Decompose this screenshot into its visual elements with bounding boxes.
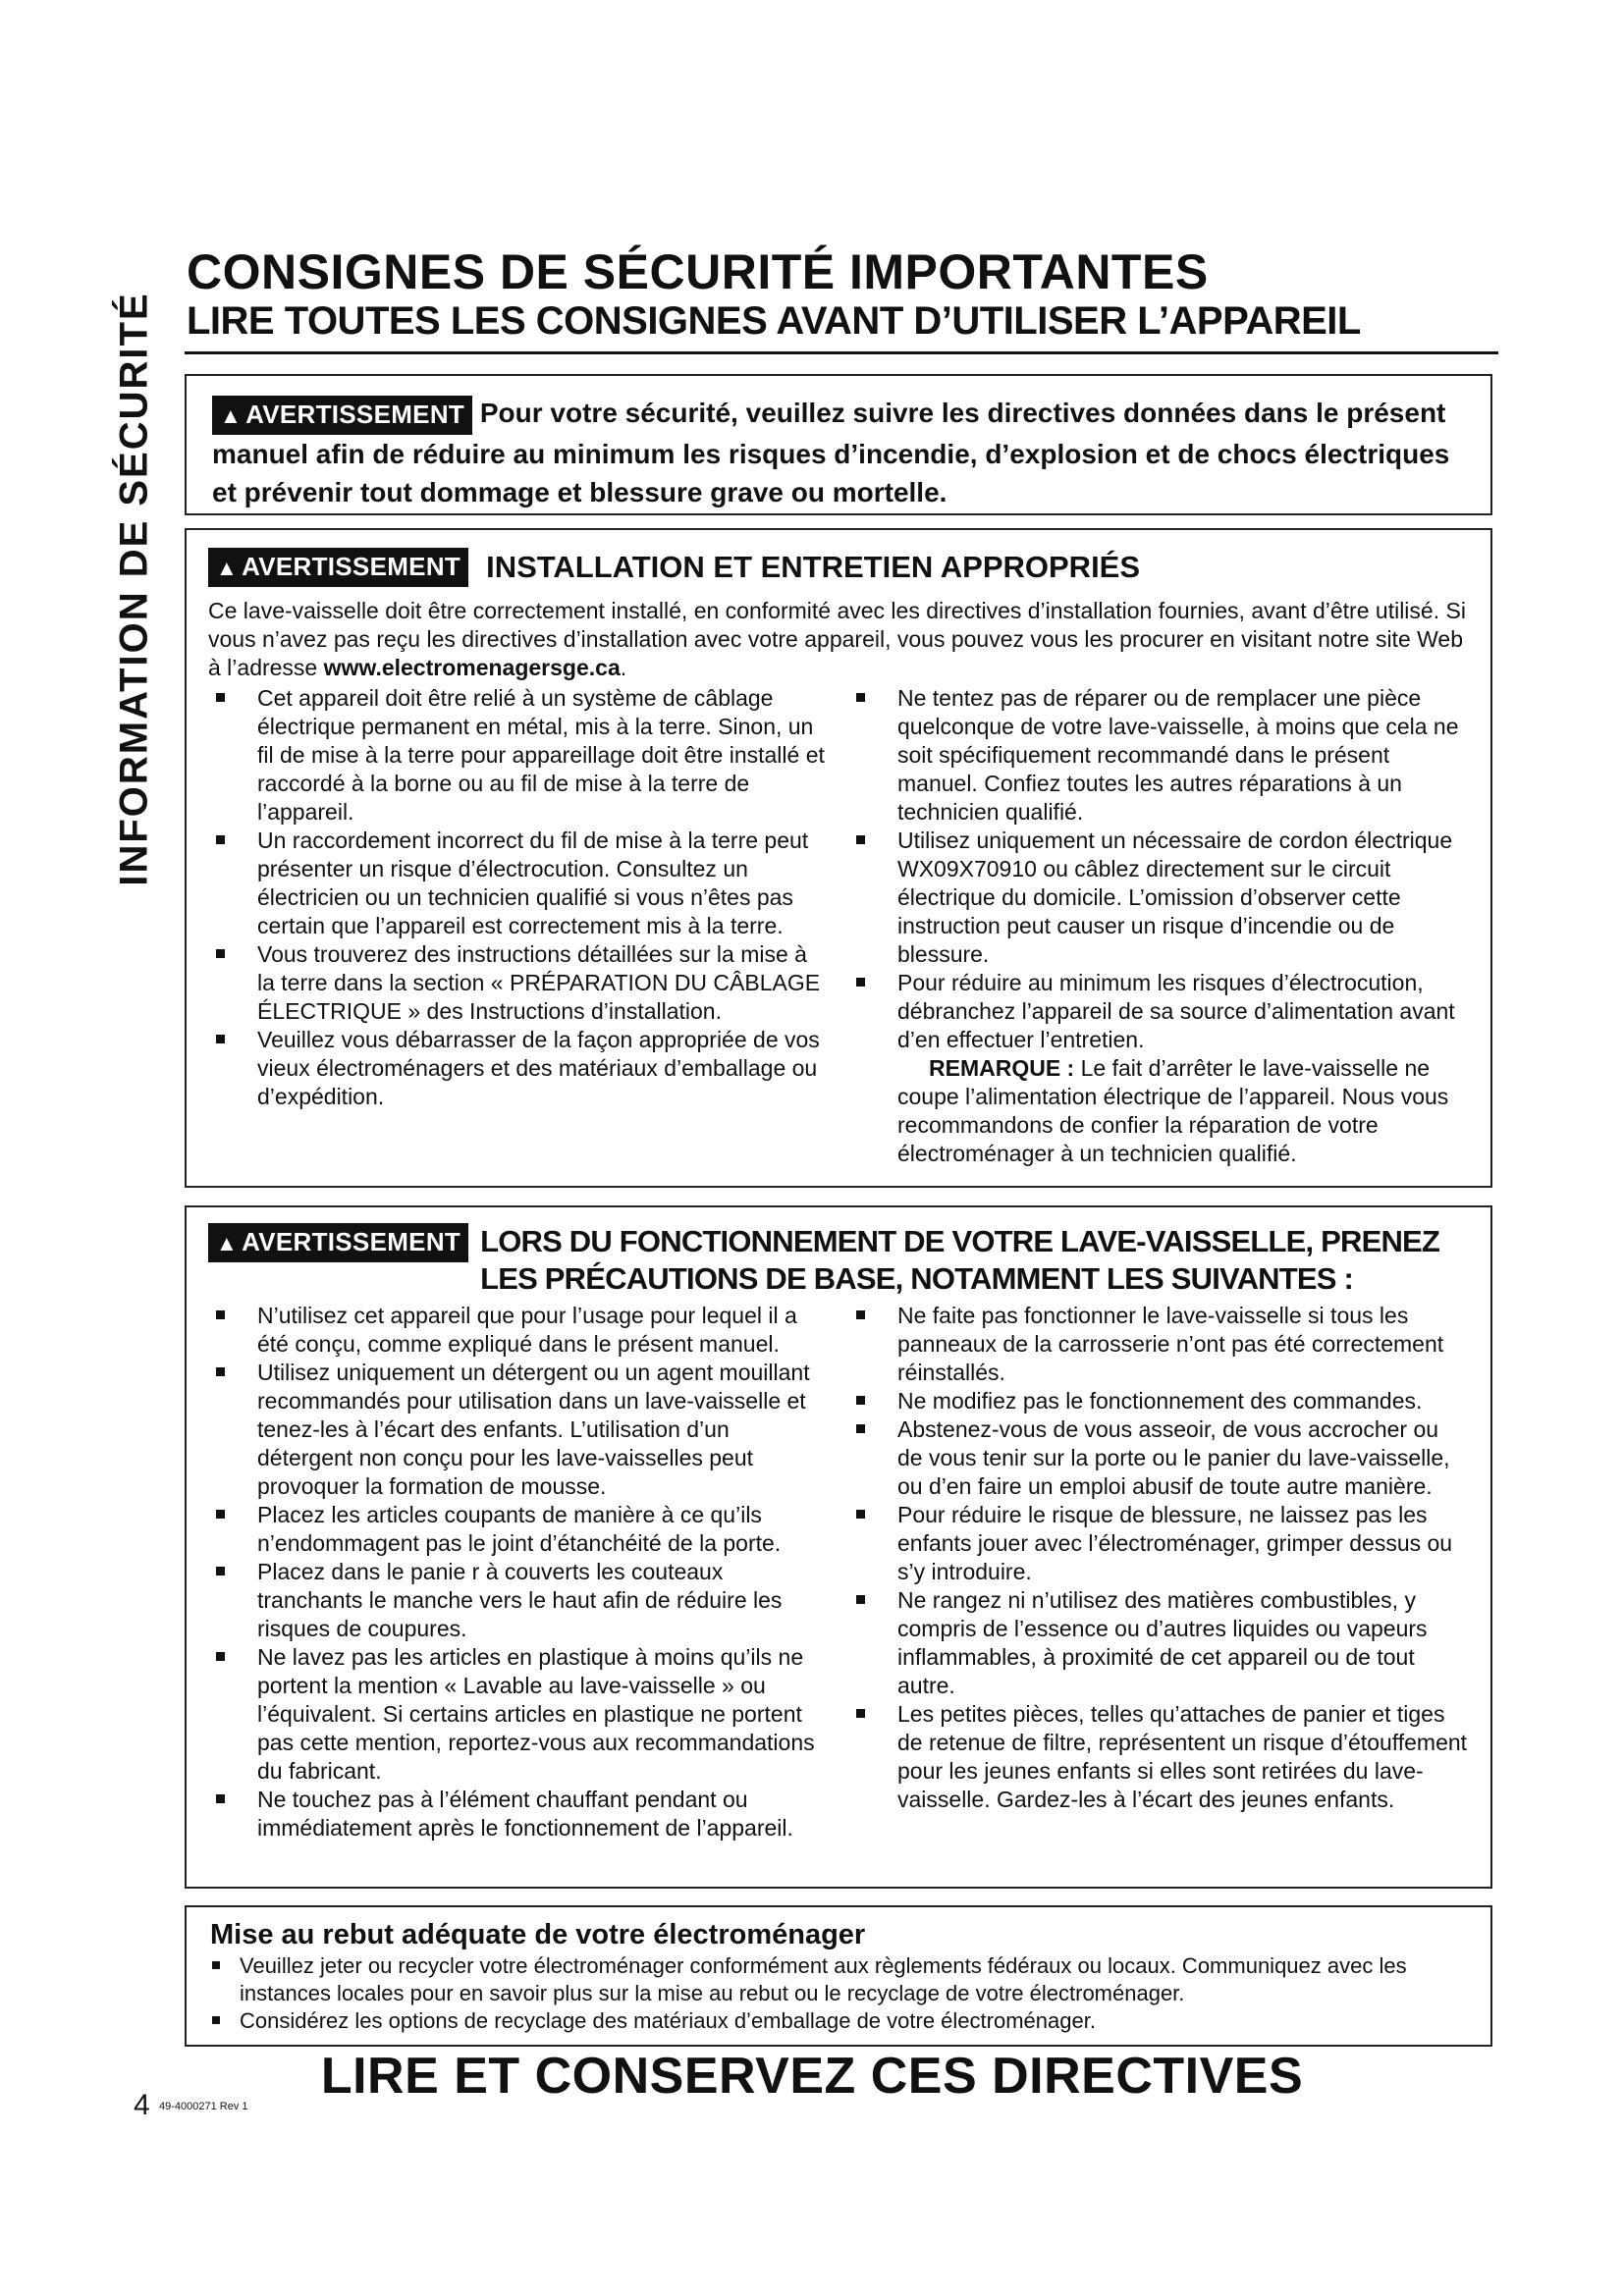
bullet-square-icon (216, 1652, 225, 1661)
list-item: N’utilisez cet appareil que pour l’usage pour lequel il a été conçu, comme expliqué dans le présent manuel. (208, 1302, 825, 1359)
bullet-square-icon (856, 1396, 865, 1405)
bullet-square-icon (216, 693, 225, 702)
page-title: CONSIGNES DE SÉCURITÉ IMPORTANTES (187, 244, 1209, 299)
list-item: Pour réduire au minimum les risques d’électrocution, débranchez l’appareil de sa source d’alimentation avant d’en effectuer l’entretien. (848, 969, 1469, 1054)
installation-right-column (839, 684, 1469, 1168)
bullet-square-icon (856, 1510, 865, 1519)
section-heading: LORS DU FONCTIONNEMENT DE VOTRE LAVE-VAISSELLE, PRENEZ LES PRÉCAUTIONS DE BASE, NOTAMMENT LES SUIVANTES : (480, 1224, 1440, 1296)
warning-general-body: Pour votre sécurité, veuillez suivre les directives données dans le présent manuel afin de réduire au minimum les risques d’incendie, d’explosion et de chocs électriques et prévenir tout dommage et blessure grave ou mortelle. (212, 398, 1450, 507)
bullet-square-icon (212, 1961, 220, 1969)
list-item: Placez dans le panie r à couverts les couteaux tranchants le manche vers le haut afin de réduire les risques de coupures. (208, 1558, 825, 1643)
website-url: www.electromenagersge.ca (323, 655, 621, 680)
footer-title: LIRE ET CONSERVEZ CES DIRECTIVES (320, 2048, 1304, 2105)
list-item: Utilisez uniquement un nécessaire de cordon électrique WX09X70910 ou câblez directement sur le circuit électrique du domicile. L’omission d’observer cette instruction peut causer un risque d’incendie ou de blessure. (848, 827, 1469, 969)
document-code: 49-4000271 Rev 1 (159, 2101, 248, 2112)
disposal-heading: Mise au rebut adéquate de votre électroménager (210, 1919, 866, 1950)
installation-left-column (208, 684, 839, 1168)
bullet-square-icon (856, 1709, 865, 1718)
bullet-square-icon (216, 1310, 225, 1319)
section-heading: INSTALLATION ET ENTRETIEN APPROPRIÉS (486, 550, 1141, 584)
list-item: Pour réduire le risque de blessure, ne laissez pas les enfants jouer avec l’électroménager, grimper dessus ou s’y introduire. (848, 1501, 1469, 1586)
bullet-square-icon (856, 978, 865, 987)
list-item: Veuillez jeter ou recycler votre électroménager conformément aux règlements fédéraux ou locaux. Communiquez avec les instances locales pour en savoir plus sur la mise au rebut ou le recyclage de votre électroménager. (208, 1952, 1469, 2007)
operation-right-column (839, 1302, 1469, 1842)
page-number: 4 (134, 2089, 150, 2121)
installation-intro: Ce lave-vaisselle doit être correctement installé, en conformité avec les directives d’installation fournies, avant d’être utilisé. Si vous n’avez pas reçu les directives d’installation avec votre appareil, vous pouvez vous les procurer en visitant notre site Web à l’adresse www.electromenagersge.ca. (208, 598, 1466, 680)
list-item: Abstenez-vous de vous asseoir, de vous accrocher ou de vous tenir sur la porte ou le panier du lave-vaisselle, ou d’en faire un emploi abusif de toute autre manière. (848, 1415, 1469, 1501)
page-subtitle: LIRE TOUTES LES CONSIGNES AVANT D’UTILISER L’APPAREIL (187, 299, 1361, 343)
warning-badge: ▲ AVERTISSEMENT (208, 1223, 468, 1262)
bullet-square-icon (856, 835, 865, 844)
title-divider (185, 351, 1498, 354)
bullet-square-icon (212, 2016, 220, 2024)
warning-general-text (212, 394, 1465, 511)
bullet-square-icon (216, 1794, 225, 1803)
bullet-square-icon (216, 1510, 225, 1519)
bullet-square-icon (216, 1367, 225, 1376)
bullet-square-icon (216, 1035, 225, 1043)
list-item: Ne tentez pas de réparer ou de remplacer une pièce quelconque de votre lave-vaisselle, à moins que cela ne soit spécifiquement recommandé dans le présent manuel. Confiez toutes les autres réparations à un technicien qualifié. (848, 684, 1469, 827)
warning-badge: ▲ AVERTISSEMENT (208, 548, 468, 587)
list-item: Ne modifiez pas le fonctionnement des commandes. (848, 1387, 1469, 1415)
warning-box-general (185, 374, 1492, 515)
bullet-square-icon (216, 835, 225, 844)
list-item: Considérez les options de recyclage des matériaux d’emballage de votre électroménager. (208, 2007, 1469, 2035)
side-tab-label: INFORMATION DE SÉCURITÉ (112, 292, 156, 886)
list-item: Placez les articles coupants de manière à ce qu’ils n’endommagent pas le joint d’étanchéité de la porte. (208, 1501, 825, 1558)
list-item: Cet appareil doit être relié à un système de câblage électrique permanent en métal, mis à la terre. Sinon, un fil de mise à la terre pour appareillage doit être installé et raccordé à la borne ou au fil de mise à la terre de l’appareil. (208, 684, 825, 827)
note: REMARQUE : Le fait d’arrêter le lave-vaisselle ne coupe l’alimentation électrique de l’appareil. Nous vous recommandons de confier la réparation de votre électroménager à un technicien qualifié. (897, 1055, 1449, 1166)
list-item: Ne faite pas fonctionner le lave-vaisselle si tous les panneaux de la carrosserie n’ont pas été correctement réinstallés. (848, 1302, 1469, 1387)
list-item: Utilisez uniquement un détergent ou un agent mouillant recommandés pour utilisation dans un lave-vaisselle et tenez-les à l’écart des enfants. L’utilisation d’un détergent non conçu pour les lave-vaisselles peut provoquer la formation de mousse. (208, 1359, 825, 1501)
warning-triangle-icon: ▲ (216, 1231, 239, 1255)
warning-box-operation (185, 1205, 1492, 1889)
list-item: Ne touchez pas à l’élément chauffant pendant ou immédiatement après le fonctionnement de l’appareil. (208, 1786, 825, 1842)
list-item: Ne lavez pas les articles en plastique à moins qu’ils ne portent la mention « Lavable au lave-vaisselle » ou l’équivalent. Si certains articles en plastique ne portent pas cette mention, reportez-vous aux recommandations du fabricant. (208, 1643, 825, 1786)
disposal-box (185, 1905, 1492, 2047)
bullet-square-icon (216, 949, 225, 958)
warning-badge: ▲ AVERTISSEMENT (212, 396, 472, 435)
bullet-square-icon (856, 1595, 865, 1604)
list-item: Un raccordement incorrect du fil de mise à la terre peut présenter un risque d’électrocution. Consultez un électricien ou un technicien qualifié si vous n’êtes pas certain que l’appareil est correctement mis à la terre. (208, 827, 825, 940)
note-label: REMARQUE : (929, 1055, 1075, 1081)
warning-triangle-icon: ▲ (216, 556, 239, 580)
bullet-square-icon (216, 1567, 225, 1575)
bullet-square-icon (856, 1424, 865, 1433)
warning-box-installation (185, 528, 1492, 1188)
list-item: Veuillez vous débarrasser de la façon appropriée de vos vieux électroménagers et des matériaux d’emballage ou d’expédition. (208, 1026, 825, 1111)
list-item: Vous trouverez des instructions détaillées sur la mise à la terre dans la section « PRÉPARATION DU CÂBLAGE ÉLECTRIQUE » des Instructions d’installation. (208, 940, 825, 1026)
operation-left-column (208, 1302, 839, 1842)
warning-triangle-icon: ▲ (220, 402, 243, 428)
bullet-square-icon (856, 693, 865, 702)
list-item: Les petites pièces, telles qu’attaches de panier et tiges de retenue de filtre, représentent un risque d’étouffement pour les jeunes enfants si elles sont retirées du lave-vaisselle. Gardez-les à l’écart des jeunes enfants. (848, 1700, 1469, 1814)
bullet-square-icon (856, 1310, 865, 1319)
list-item: Ne rangez ni n’utilisez des matières combustibles, y compris de l’essence ou d’autres liquides ou vapeurs inflammables, à proximité de cet appareil ou de tout autre. (848, 1586, 1469, 1700)
